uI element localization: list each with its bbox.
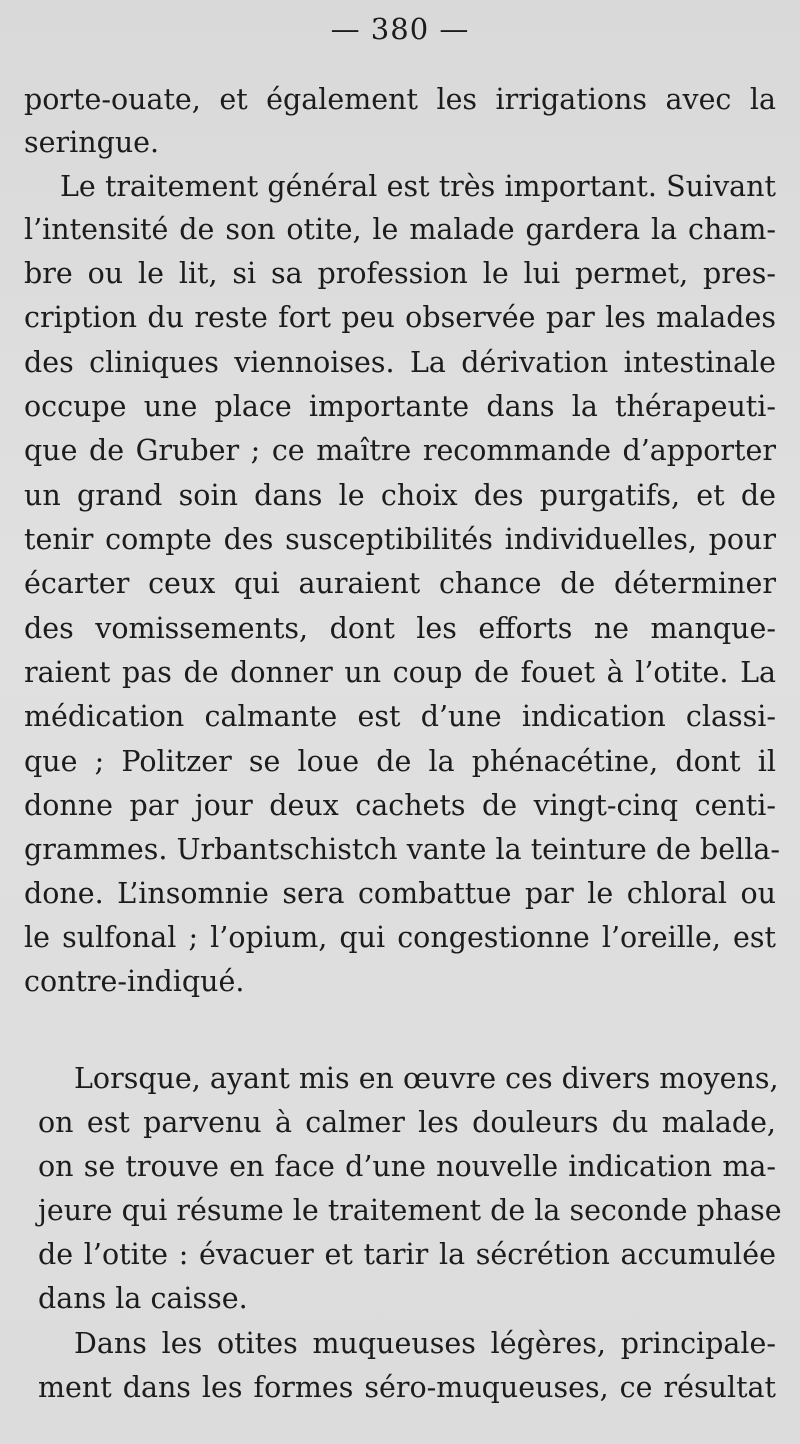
text-line: contre-indiqué. (24, 965, 245, 998)
text-line: porte-ouate, et également les irrigations avec la (24, 83, 776, 116)
text-line: on se trouve en face d’une nouvelle indication ma- (38, 1150, 776, 1183)
text-line: jeure qui résume le traitement de la seconde phase (38, 1194, 782, 1227)
text-line: des vomissements, dont les efforts ne manque- (24, 612, 776, 645)
text-line: des cliniques viennoises. La dérivation intestinale (24, 346, 776, 379)
text-line: un grand soin dans le choix des purgatifs, et de (24, 479, 776, 512)
text-line: cription du reste fort peu observée par les malades (24, 301, 776, 334)
text-line: de l’otite : évacuer et tarir la sécrétion accumulée (38, 1238, 776, 1271)
text-line: raient pas de donner un coup de fouet à l’otite. La (24, 656, 776, 689)
text-line: dans la caisse. (38, 1282, 248, 1315)
text-line: Lorsque, ayant mis en œuvre ces divers moyens, (74, 1062, 779, 1095)
text-line: occupe une place importante dans la thérapeuti- (24, 390, 776, 423)
text-line: que de Gruber ; ce maître recommande d’apporter (24, 434, 776, 467)
text-line: done. L’insomnie sera combattue par le chloral ou (24, 877, 776, 910)
text-line: Dans les otites muqueuses légères, principale- (74, 1327, 776, 1360)
text-line: l’intensité de son otite, le malade gardera la cham- (24, 213, 776, 246)
text-line: seringue. (24, 126, 160, 159)
text-line: donne par jour deux cachets de vingt-cinq centi- (24, 789, 776, 822)
text-line: ment dans les formes séro-muqueuses, ce résultat (38, 1371, 776, 1404)
page-number: — 380 — (330, 12, 470, 46)
text-line: grammes. Urbantschistch vante la teinture de bella- (24, 833, 780, 866)
text-line: tenir compte des susceptibilités individuelles, pour (24, 523, 776, 556)
text-line: écarter ceux qui auraient chance de déterminer (24, 567, 776, 600)
text-line: on est parvenu à calmer les douleurs du malade, (38, 1106, 776, 1139)
text-line: bre ou le lit, si sa profession le lui permet, pres- (24, 257, 776, 290)
text-line: Le traitement général est très important. Suivant (60, 170, 776, 203)
text-line: médication calmante est d’une indication classi- (24, 700, 776, 733)
text-line: le sulfonal ; l’opium, qui congestionne l’oreille, est (24, 921, 776, 954)
text-line: que ; Politzer se loue de la phénacétine, dont il (24, 745, 776, 778)
